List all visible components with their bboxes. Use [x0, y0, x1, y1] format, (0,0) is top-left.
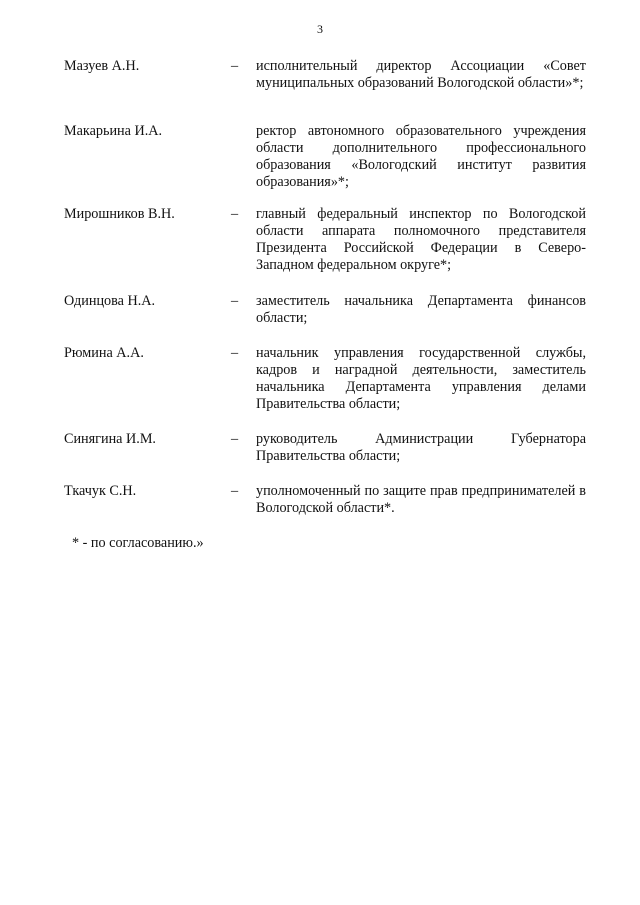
dash-separator: –	[231, 58, 239, 74]
member-position: уполномоченный по защите прав предпринимателей в Вологодской области*.	[256, 483, 586, 516]
member-position: начальник управления государственной службы, кадров и наградной деятельности, заместитель начальника Департамента управления делами Правительства области;	[256, 345, 586, 412]
member-name: Мирошников В.Н.	[64, 206, 175, 222]
member-position: исполнительный директор Ассоциации «Совет муниципальных образований Вологодской области»*;	[256, 58, 586, 91]
dash-separator: –	[231, 293, 239, 309]
member-name: Рюмина А.А.	[64, 345, 144, 361]
member-name: Синягина И.М.	[64, 431, 156, 447]
member-position: руководитель Администрации Губернатора Правительства области;	[256, 431, 586, 464]
member-name: Мазуев А.Н.	[64, 58, 140, 74]
member-position: главный федеральный инспектор по Вологодской области аппарата полномочного представителя Президента Российской Федерации в Северо-Западном федеральном округе*;	[256, 206, 586, 273]
dash-separator: –	[231, 483, 239, 499]
page-number: 3	[317, 22, 323, 36]
footnote: * - по согласованию.»	[72, 535, 204, 551]
member-position: заместитель начальника Департамента финансов области;	[256, 293, 586, 326]
dash-separator: –	[231, 345, 239, 361]
member-name: Ткачук С.Н.	[64, 483, 137, 499]
dash-separator: –	[231, 431, 239, 447]
dash-separator: –	[231, 206, 239, 222]
member-name: Макарьина И.А.	[64, 123, 163, 139]
member-name: Одинцова Н.А.	[64, 293, 156, 309]
member-position: ректор автономного образовательного учреждения области дополнительного профессионального образования «Вологодский институт развития образования»*;	[256, 123, 586, 190]
